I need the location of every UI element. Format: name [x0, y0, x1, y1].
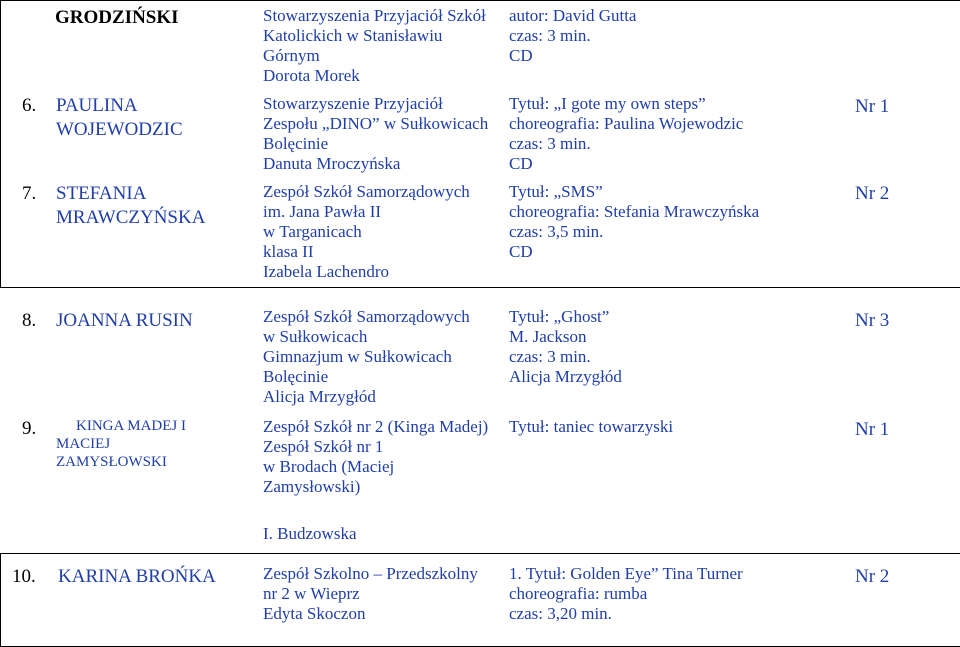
row-4-performance: Tytuł: taniec towarzyski	[509, 417, 674, 436]
row-5-number: 10.	[12, 566, 36, 587]
row-5-school: Zespół Szkolno – Przedszkolny nr 2 w Wieprz Edyta Skoczon	[263, 564, 478, 623]
row-5-nr: Nr 2	[855, 566, 890, 587]
row-3-nr: Nr 3	[855, 310, 890, 331]
row-0-name: GRODZIŃSKI	[55, 7, 179, 28]
row-2-number: 7.	[22, 183, 37, 204]
row-1-school: Stowarzyszenie Przyjaciół Zespołu „DINO” w Sułkowicach Bolęcinie Danuta Mroczyńska	[263, 94, 489, 173]
row-5-performance: 1. Tytuł: Golden Eye” Tina Turner choreografia: rumba czas: 3,20 min.	[509, 564, 743, 623]
row-2-name: STEFANIA MRAWCZYŃSKA	[56, 183, 206, 228]
row-4-number: 9.	[22, 418, 37, 439]
row-1-number: 6.	[22, 95, 37, 116]
row-1-name: PAULINA WOJEWODZIC	[56, 95, 183, 140]
row-4-name: KINGA MADEJ I MACIEJ ZAMYSŁOWSKI	[56, 418, 186, 470]
row-3-number: 8.	[22, 310, 37, 331]
row-1-performance: Tytuł: „I gote my own steps” choreografia: Paulina Wojewodzic czas: 3 min. CD	[509, 94, 744, 173]
row-0-performance: autor: David Gutta czas: 3 min. CD	[509, 6, 637, 65]
row-1-nr: Nr 1	[855, 96, 890, 117]
row-4-school: Zespół Szkół nr 2 (Kinga Madej) Zespół Szkół nr 1 w Brodach (Maciej Zamysłowski) I. Budzowska	[263, 417, 489, 543]
row-2-nr: Nr 2	[855, 183, 890, 204]
row-2-performance: Tytuł: „SMS” choreografia: Stefania Mrawczyńska czas: 3,5 min. CD	[509, 182, 760, 261]
row-0-school: Stowarzyszenia Przyjaciół Szkół Katolickich w Stanisławiu Górnym Dorota Morek	[263, 6, 486, 85]
row-5-name: KARINA BROŃKA	[58, 566, 216, 587]
row-4-nr: Nr 1	[855, 419, 890, 440]
row-3-performance: Tytuł: „Ghost” M. Jackson czas: 3 min. Alicja Mrzygłód	[509, 307, 622, 386]
row-3-name: JOANNA RUSIN	[56, 310, 193, 331]
row-3-school: Zespół Szkół Samorządowych w Sułkowicach Gimnazjum w Sułkowicach Bolęcinie Alicja Mrzygłód	[263, 307, 470, 406]
row-2-school: Zespół Szkół Samorządowych im. Jana Pawła II w Targanicach klasa II Izabela Lachendro	[263, 182, 470, 281]
